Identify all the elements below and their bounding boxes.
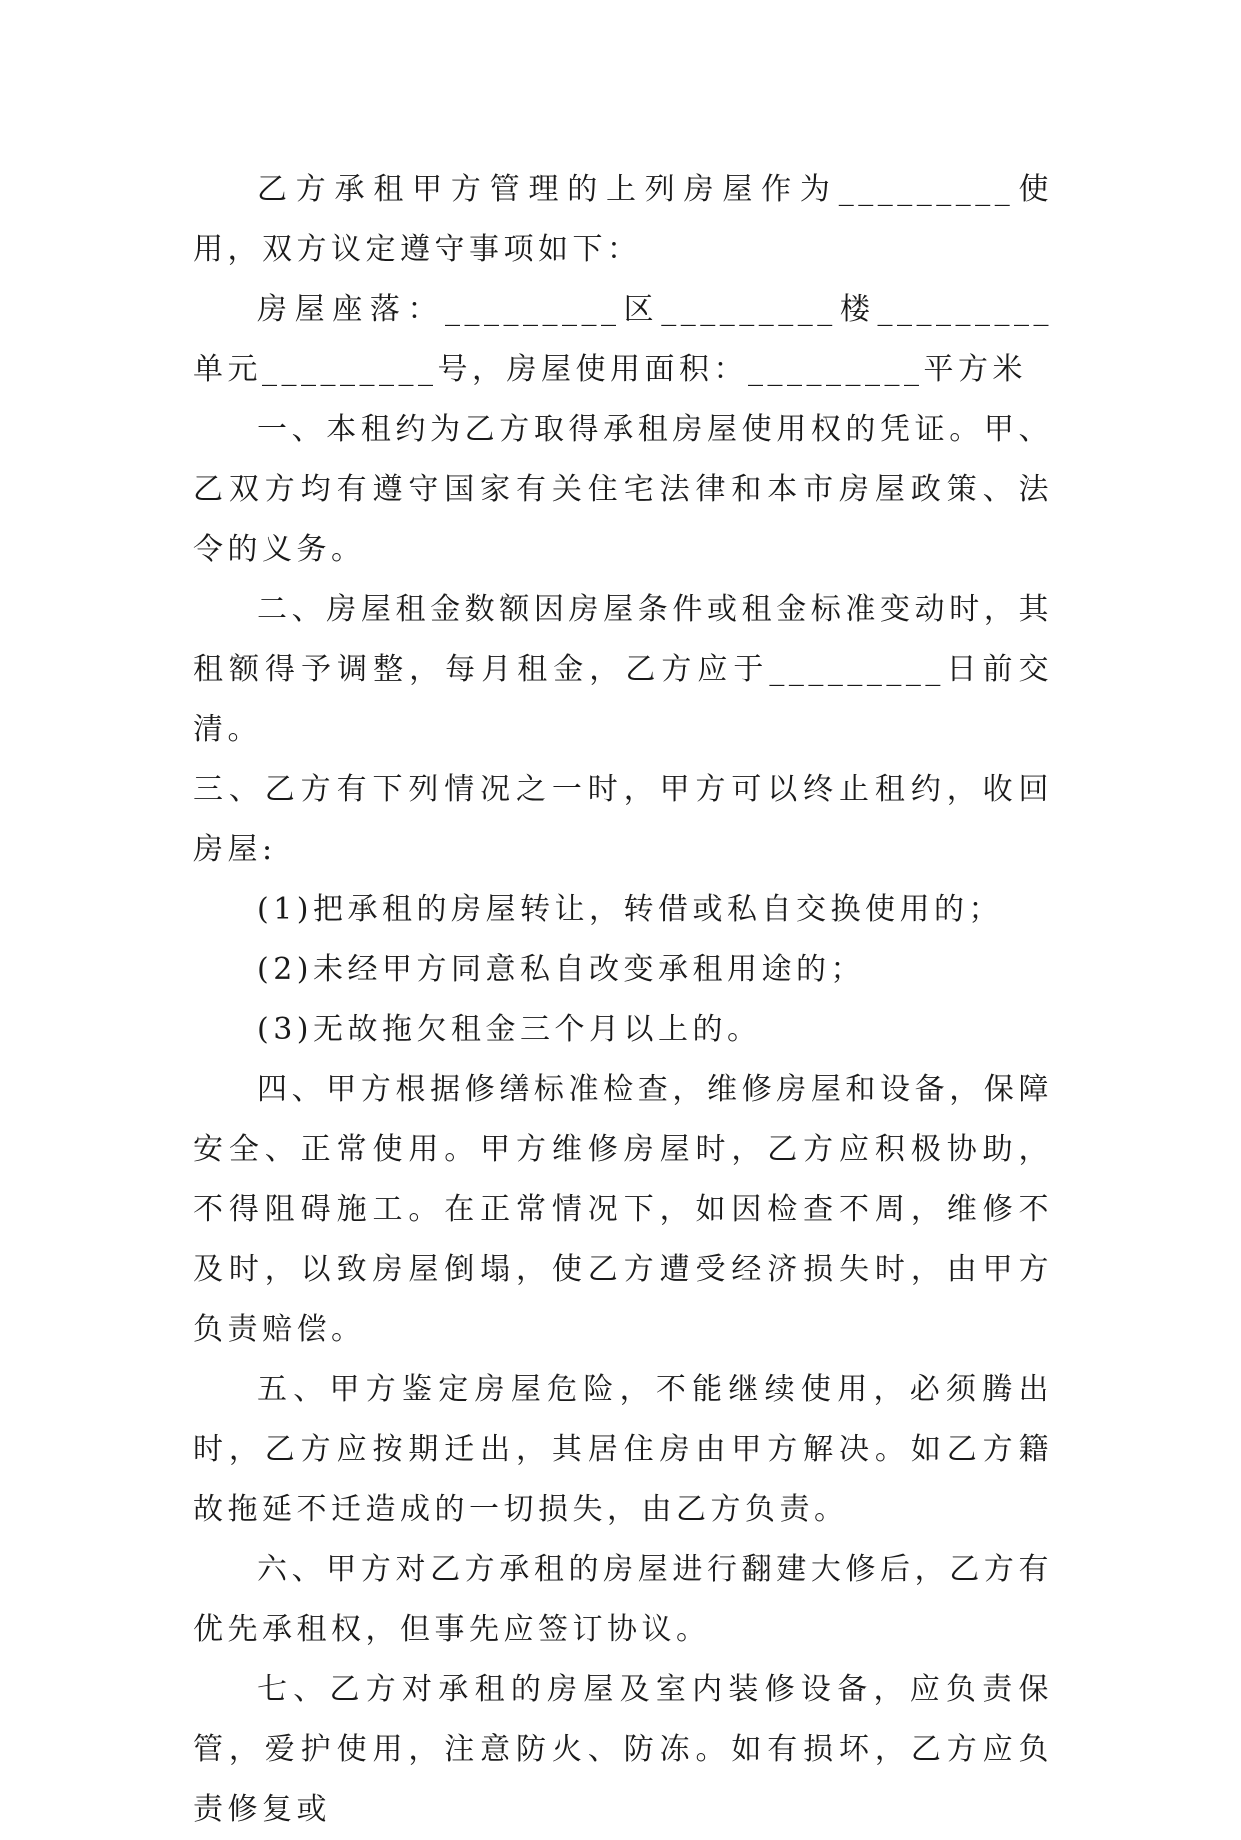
document-body	[193, 160, 1053, 1840]
paragraph-clause-6: 六、甲方对乙方承租的房屋进行翻建大修后，乙方有优先承租权，但事先应签订协议。	[193, 1552, 1053, 1647]
paragraph-clause-3: 三、乙方有下列情况之一时，甲方可以终止租约，收回房屋:	[193, 772, 1053, 867]
paragraph-usage-purpose: 乙方承租甲方管理的上列房屋作为_________使用，双方议定遵守事项如下：	[193, 172, 1053, 267]
paragraph-clause-1: 一、本租约为乙方取得承租房屋使用权的凭证。甲、乙双方均有遵守国家有关住宅法律和本市房屋政策、法令的义务。	[193, 412, 1053, 567]
paragraph-clause-3-item-3: (3)无故拖欠租金三个月以上的。	[257, 1012, 762, 1047]
paragraph-clause-5: 五、甲方鉴定房屋危险，不能继续使用，必须腾出时，乙方应按期迁出，其居住房由甲方解决。如乙方籍故拖延不迁造成的一切损失，由乙方负责。	[193, 1372, 1053, 1527]
paragraph-clause-3-item-2: (2)未经甲方同意私自改变承租用途的；	[257, 952, 865, 987]
paragraph-clause-3-item-1: (1)把承租的房屋转让，转借或私自交换使用的；	[257, 892, 1003, 927]
paragraph-house-location: 房屋座落：_________区_________楼_________单元_________号，房屋使用面积：_________平方米	[193, 292, 1053, 387]
paragraph-clause-4: 四、甲方根据修缮标准检查，维修房屋和设备，保障安全、正常使用。甲方维修房屋时，乙方应积极协助，不得阻碍施工。在正常情况下，如因检查不周，维修不及时，以致房屋倒塌，使乙方遭受经济损失时，由甲方负责赔偿。	[193, 1072, 1053, 1347]
paragraph-clause-2: 二、房屋租金数额因房屋条件或租金标准变动时，其租额得予调整，每月租金，乙方应于_________日前交清。	[193, 592, 1053, 747]
paragraph-clause-7: 七、乙方对承租的房屋及室内装修设备，应负责保管，爱护使用，注意防火、防冻。如有损坏，乙方应负责修复或	[193, 1672, 1053, 1827]
